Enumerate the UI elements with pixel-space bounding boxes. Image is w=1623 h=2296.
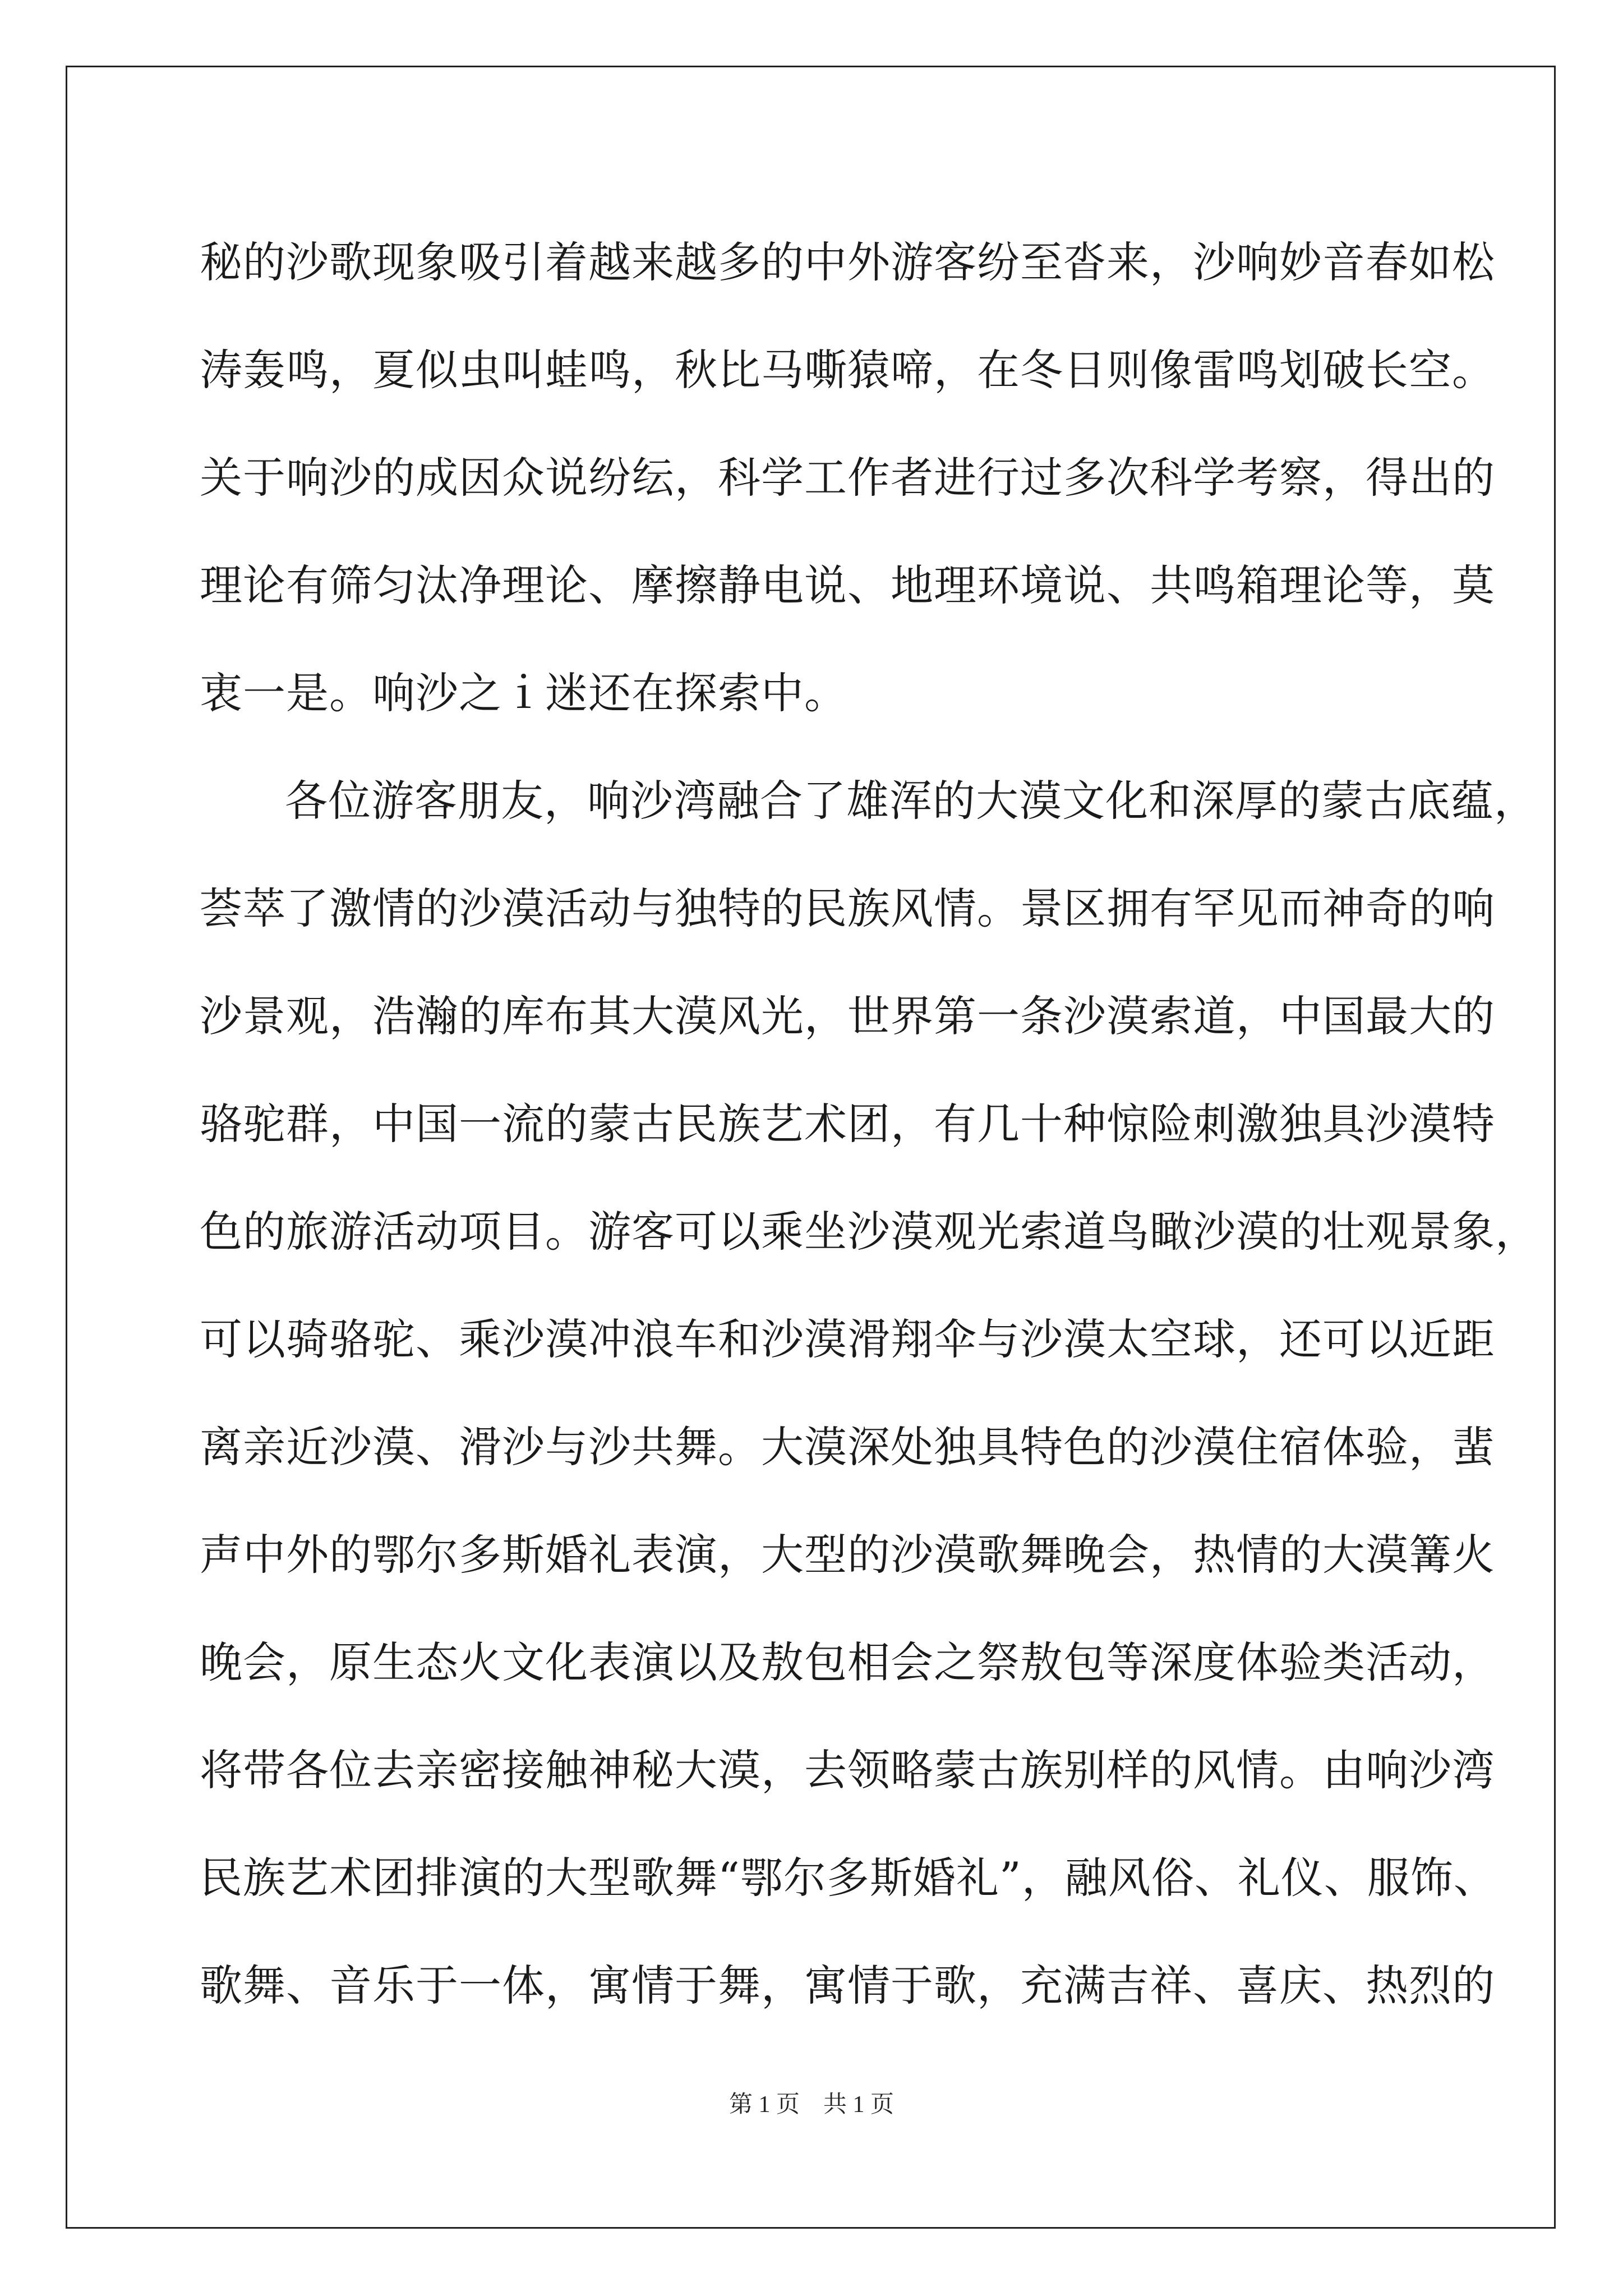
- text-line: 理论有筛匀汰净理论、摩擦静电说、地理环境说、共鸣箱理论等，莫: [200, 560, 1495, 610]
- text-line: 荟萃了激情的沙漠活动与独特的民族风情。景区拥有罕见而神奇的响: [200, 884, 1495, 933]
- text-line: 秘的沙歌现象吸引着越来越多的中外游客纷至沓来，沙响妙音春如松: [200, 237, 1495, 287]
- text-line: 可以骑骆驼、乘沙漠冲浪车和沙漠滑翔伞与沙漠太空球，还可以近距: [200, 1314, 1495, 1364]
- text-line: 声中外的鄂尔多斯婚礼表演，大型的沙漠歌舞晚会，热情的大漠篝火: [200, 1530, 1495, 1580]
- text-line: 离亲近沙漠、滑沙与沙共舞。大漠深处独具特色的沙漠住宿体验，蜚: [200, 1422, 1495, 1472]
- text-line: 关于响沙的成因众说纷纭，科学工作者进行过多次科学考察，得出的: [200, 453, 1495, 503]
- paragraph-first-line: 各位游客朋友，响沙湾融合了雄浑的大漠文化和深厚的蒙古底蕴，: [285, 776, 1537, 826]
- text-line: 骆驼群，中国一流的蒙古民族艺术团，有几十种惊险刺激独具沙漠特: [200, 1099, 1495, 1149]
- text-line: 歌舞、音乐于一体，寓情于舞，寓情于歌，充满吉祥、喜庆、热烈的: [200, 1961, 1495, 2010]
- text-line: 沙景观，浩瀚的库布其大漠风光，世界第一条沙漠索道，中国最大的: [200, 991, 1495, 1041]
- text-line: 民族艺术团排演的大型歌舞“鄂尔多斯婚礼”，融风俗、礼仪、服饰、: [200, 1853, 1497, 1903]
- text-line: 涛轰鸣，夏似虫叫蛙鸣，秋比马嘶猿啼，在冬日则像雷鸣划破长空。: [200, 345, 1495, 395]
- page-number-footer: 第 1 页 共 1 页: [728, 2092, 894, 2118]
- text-line: 衷一是。响沙之ｉ迷还在探索中。: [200, 668, 847, 718]
- document-body: [200, 209, 1538, 2040]
- text-line: 将带各位去亲密接触神秘大漠，去领略蒙古族别样的风情。由响沙湾: [200, 1745, 1495, 1795]
- text-line: 色的旅游活动项目。游客可以乘坐沙漠观光索道鸟瞰沙漠的壮观景象，: [200, 1207, 1538, 1257]
- text-line: 晚会，原生态火文化表演以及敖包相会之祭敖包等深度体验类活动，: [200, 1637, 1495, 1687]
